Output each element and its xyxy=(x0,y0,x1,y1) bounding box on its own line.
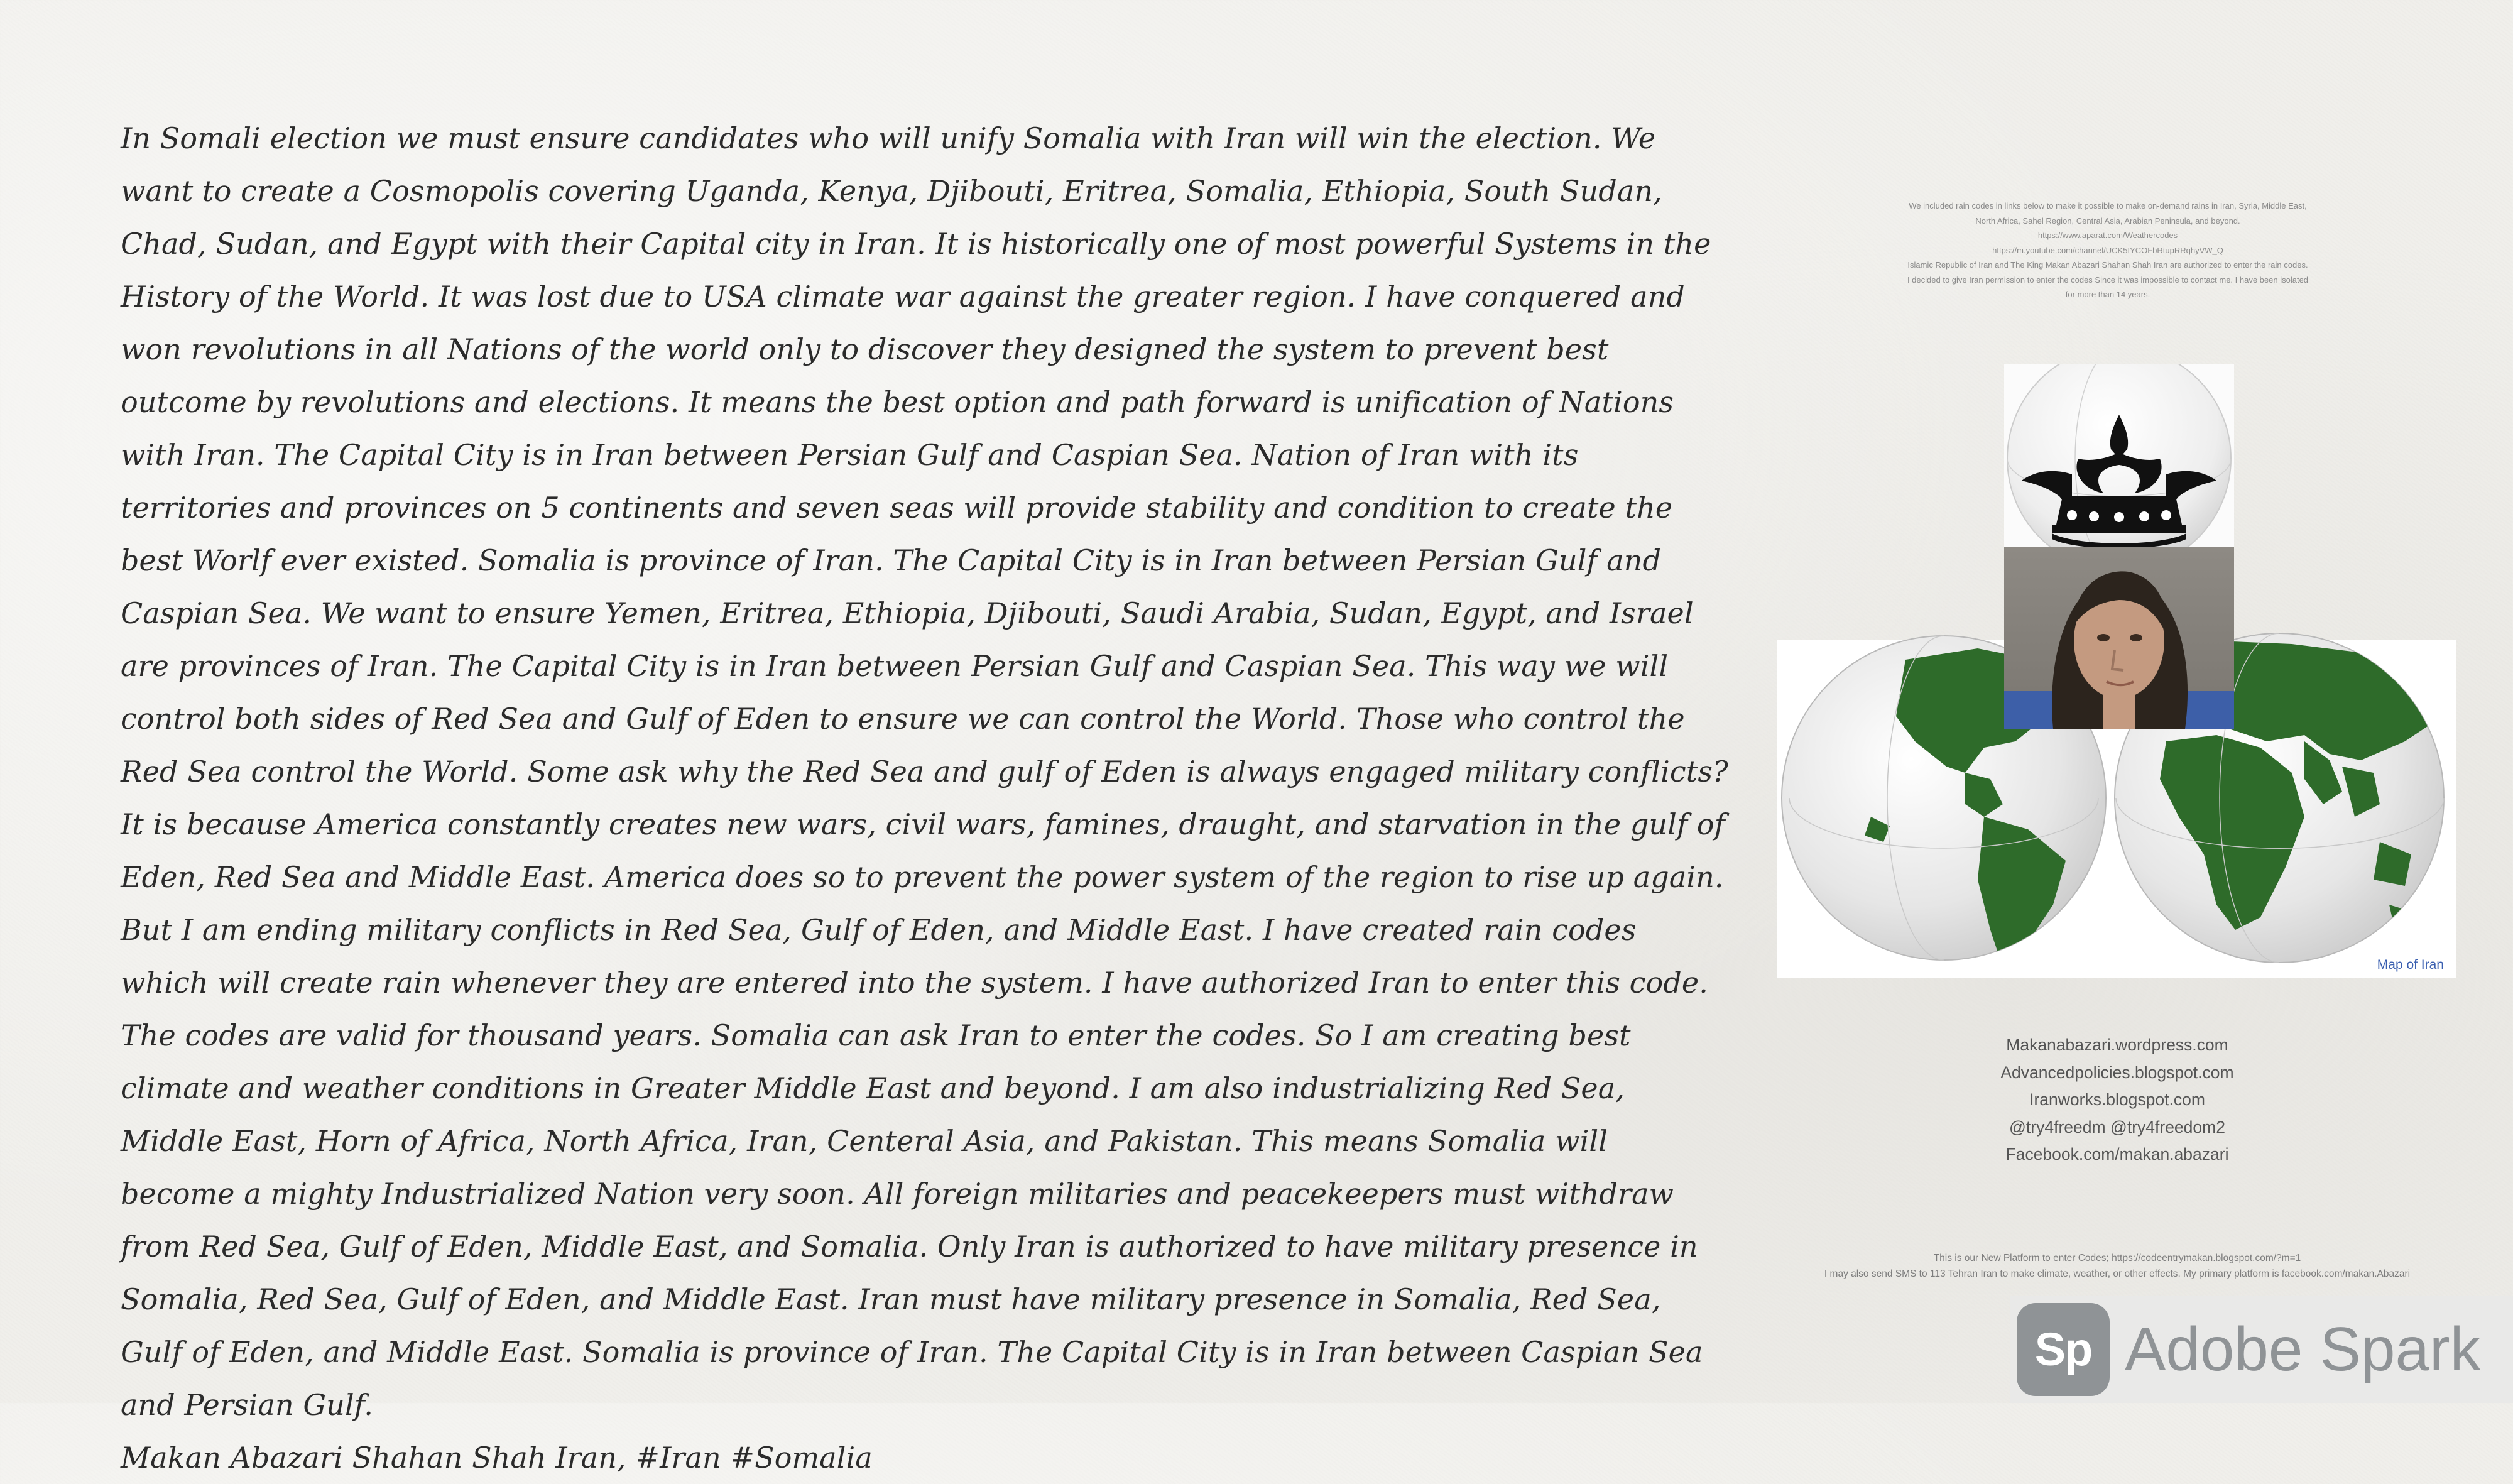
rain-codes-notice xyxy=(1856,199,2359,302)
notice-line: for more than 14 years. xyxy=(2065,290,2150,299)
adobe-spark-logo-icon: Sp xyxy=(2017,1303,2110,1396)
adobe-spark-badge[interactable] xyxy=(2010,1296,2513,1403)
notice-line: Islamic Republic of Iran and The King Makan Abazari Shahan Shah Iran are authorized to enter the rain codes. xyxy=(1907,260,2308,270)
notice-link-youtube[interactable]: https://m.youtube.com/channel/UCK5IYCOFbRtupRRqhyVW_Q xyxy=(1992,245,2223,255)
top-globe xyxy=(2004,364,2234,570)
link-facebook[interactable]: Facebook.com/makan.abazari xyxy=(2005,1145,2229,1164)
notice-link-aparat[interactable]: https://www.aparat.com/Weathercodes xyxy=(2037,231,2178,240)
link-twitter-handles[interactable]: @try4freedm @try4freedom2 xyxy=(2009,1117,2225,1137)
notice-line: We included rain codes in links below to make it possible to make on-demand rains in Iran, Syria, Middle East, xyxy=(1909,201,2307,210)
link-wordpress[interactable]: Makanabazari.wordpress.com xyxy=(2006,1035,2228,1054)
adobe-spark-wordmark: Adobe Spark xyxy=(2125,1314,2481,1383)
footer-sms-line: I may also send SMS to 113 Tehran Iran to make climate, weather, or other effects. My primary platform is facebook.com/makan.Abazari xyxy=(1824,1268,2411,1279)
portrait-photo xyxy=(2004,547,2234,729)
article-body: In Somali election we must ensure candidates who will unify Somalia with Iran will win the election. We want to create a Cosmopolis covering Uganda, Kenya, Djibouti, Eritrea, Somalia, Ethiopia, South Sudan, Chad, Sudan, and Egypt with their Capital city in Iran. It is historically one of most powerful Systems in the History of the World. It was lost due to USA climate war against the greater region. I have conquered and won revolutions in all Nations of the world only to discover they designed the system to prevent best outcome by revolutions and elections. It means the best option and path forward is unification of Nations with Iran. The Capital City is in Iran between Persian Gulf and Caspian Sea. Nation of Iran with its territories and provinces on 5 continents and seven seas will provide stability and condition to create the best Worlf ever existed. Somalia is province of Iran. The Capital City is in Iran between Persian Gulf and Caspian Sea. We want to ensure Yemen, Eritrea, Ethiopia, Djibouti, Saudi Arabia, Sudan, Egypt, and Israel are provinces of Iran. The Capital City is in Iran between Persian Gulf and Caspian Sea. This way we will control both sides of Red Sea and Gulf of Eden to ensure we can control the World. Those who control the Red Sea control the World. Some ask why the Red Sea and gulf of Eden is always engaged military conflicts? It is because America constantly creates new wars, civil wars, famines, draught, and starvation in the gulf of Eden, Red Sea and Middle East. America does so to prevent the power system of the region to rise up again. But I am ending military conflicts in Red Sea, Gulf of Eden, and Middle East. I have created rain codes which will create rain whenever they are entered into the system. I have authorized Iran to enter this code. The codes are valid for thousand years. Somalia can ask Iran to enter the codes. So I am creating best climate and weather conditions in Greater Middle East and beyond. I am also industrializing Red Sea, Middle East, Horn of Africa, North Africa, Iran, Centeral Asia, and Pakistan. This means Somalia will become a mighty Industrialized Nation very soon. All foreign militaries and peacekeepers must withdraw from Red Sea, Gulf of Eden, Middle East, and Somalia. Only Iran is authorized to have military presence in Somalia, Red Sea, Gulf of Eden, and Middle East. Iran must have military presence in Somalia, Red Sea, Gulf of Eden, and Middle East. Somalia is province of Iran. The Capital City is in Iran between Caspian Sea and Persian Gulf. xyxy=(121,121,1728,1422)
article-signature: Makan Abazari Shahan Shah Iran, #Iran #Somalia xyxy=(121,1441,873,1475)
map-of-iran-graphic xyxy=(1777,364,2456,978)
map-caption: Map of Iran xyxy=(2377,958,2444,972)
notice-line: North Africa, Sahel Region, Central Asia, Arabian Peninsula, and beyond. xyxy=(1975,216,2240,226)
footer-platform-line: This is our New Platform to enter Codes; https://codeentrymakan.blogspot.com/?m=1 xyxy=(1933,1253,2301,1263)
contact-links xyxy=(1929,1032,2306,1169)
link-advancedpolicies[interactable]: Advancedpolicies.blogspot.com xyxy=(2000,1062,2234,1082)
notice-line: I decided to give Iran permission to enter the codes Since it was impossible to contact me. I have been isolated xyxy=(1907,275,2309,285)
main-article xyxy=(121,112,1729,1484)
link-iranworks[interactable]: Iranworks.blogspot.com xyxy=(2029,1090,2205,1109)
footer-notice xyxy=(1753,1250,2482,1282)
